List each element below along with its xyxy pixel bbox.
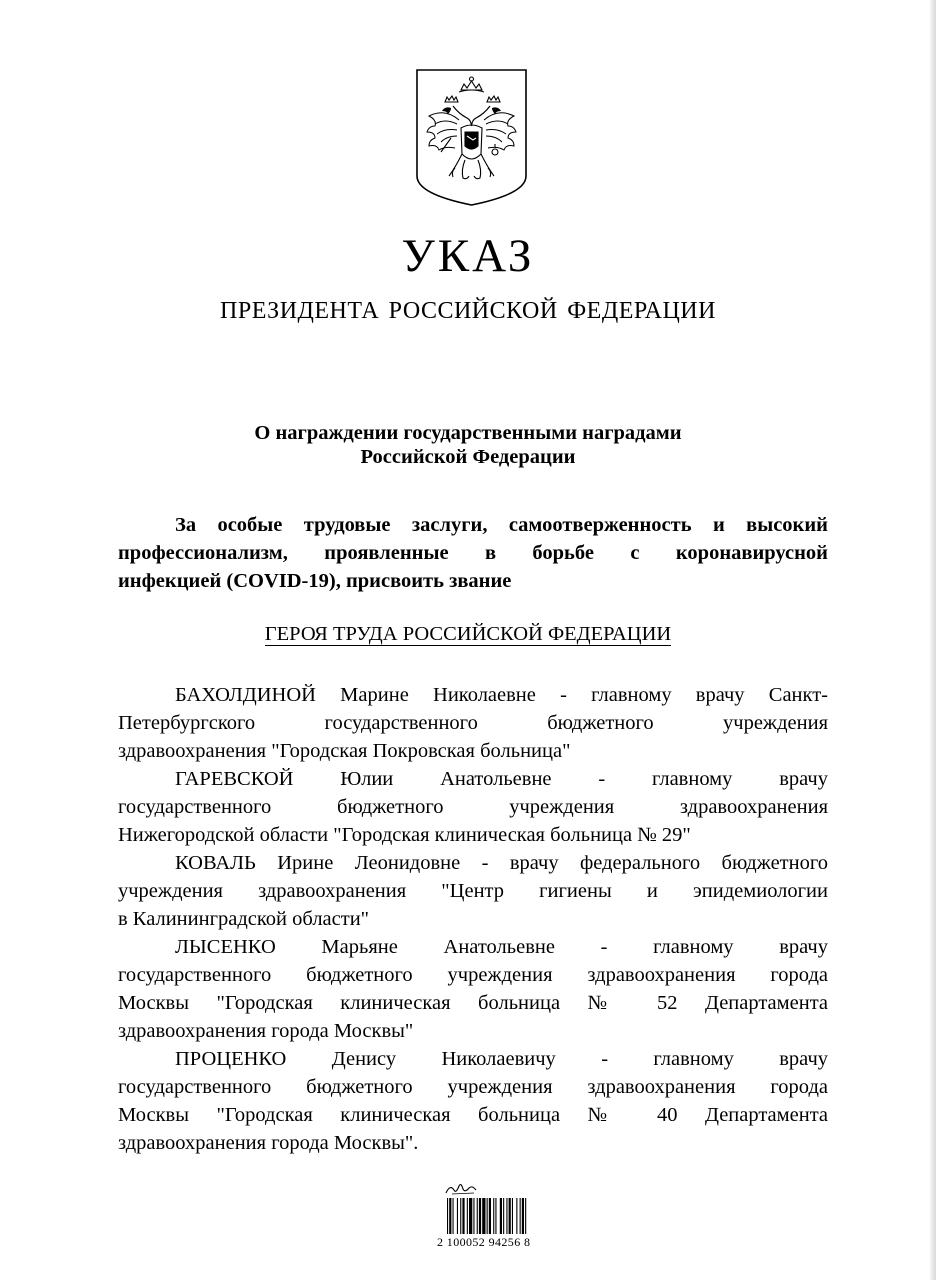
recipient-line: Нижегородской области "Городская клиническая больница № 29" — [118, 824, 691, 846]
recipient-entry — [118, 1045, 828, 1157]
intro-line: За особые трудовые заслуги, самоотверженность и высокий — [175, 514, 828, 536]
decree-heading — [0, 421, 936, 469]
barcode-bar — [457, 1198, 458, 1234]
award-title — [0, 620, 936, 648]
barcode-bar — [453, 1198, 454, 1234]
recipient-line: здравоохранения города Москвы". — [118, 1132, 419, 1154]
barcode-number: 2 100052 94256 8 — [437, 1235, 531, 1249]
recipient-line: КОВАЛЬ Ирине Леонидовне - врачу федерального бюджетного — [175, 852, 828, 874]
barcode-bar — [516, 1198, 517, 1234]
recipient-line: здравоохранения города Москвы" — [118, 1020, 414, 1042]
barcode-bar — [522, 1198, 524, 1234]
decree-intro — [118, 511, 828, 595]
award-title-text: ГЕРОЯ ТРУДА РОССИЙСКОЙ ФЕДЕРАЦИИ — [264, 623, 672, 645]
barcode-bar — [495, 1198, 496, 1234]
recipient-entry — [118, 849, 828, 933]
recipient-line: государственного бюджетного учреждения здравоохранения — [118, 796, 828, 818]
barcode-bar — [467, 1198, 468, 1234]
coat-of-arms-emblem — [415, 68, 528, 207]
decree-heading-line: Российской Федерации — [360, 446, 576, 468]
recipient-line: ГАРЕВСКОЙ Юлии Анатольевне - главному врачу — [175, 768, 828, 790]
barcode-bar — [503, 1198, 504, 1234]
barcode-bar — [473, 1198, 474, 1234]
barcode-bar — [520, 1198, 521, 1234]
barcode — [446, 1198, 562, 1234]
barcode-bar — [477, 1198, 478, 1234]
recipient-line: здравоохранения "Городская Покровская больница" — [118, 740, 571, 762]
recipient-line: государственного бюджетного учреждения здравоохранения города — [118, 1076, 828, 1098]
barcode-bar — [462, 1198, 464, 1234]
barcode-bar — [500, 1198, 502, 1234]
recipient-line: ЛЫСЕНКО Марьяне Анатольевне - главному врачу — [175, 936, 828, 958]
barcode-bar — [460, 1198, 461, 1234]
barcode-bar — [449, 1198, 451, 1234]
recipient-line: БАХОЛДИНОЙ Марине Николаевне - главному врачу Санкт- — [175, 684, 828, 706]
decree-heading-line: О награждении государственными наградами — [254, 422, 682, 444]
recipient-line: ПРОЦЕНКО Денису Николаевичу - главному врачу — [175, 1048, 828, 1070]
recipient-line: Москвы "Городская клиническая больница № 52 Департамента — [118, 992, 828, 1014]
barcode-bar — [525, 1198, 526, 1234]
intro-line: инфекцией (COVID-19), присвоить звание — [118, 570, 512, 592]
barcode-bar — [469, 1198, 472, 1234]
intro-line: профессионализм, проявленные в борьбе с коронавирусной — [118, 542, 828, 564]
decree-title: УКАЗ — [401, 230, 535, 282]
recipient-entry — [118, 765, 828, 849]
signature-mark — [444, 1180, 478, 1196]
recipients-list — [118, 681, 828, 1157]
decree-subtitle: ПРЕЗИДЕНТА РОССИЙСКОЙ ФЕДЕРАЦИИ — [220, 298, 716, 324]
barcode-bar — [479, 1198, 481, 1234]
recipient-line: учреждения здравоохранения "Центр гигиены и эпидемиологии — [118, 880, 828, 902]
barcode-bar — [482, 1198, 485, 1234]
barcode-bar — [493, 1198, 494, 1234]
recipient-line: Москвы "Городская клиническая больница № 40 Департамента — [118, 1104, 828, 1126]
barcode-bar — [489, 1198, 491, 1234]
barcode-bar — [487, 1198, 488, 1234]
barcode-bar — [506, 1198, 507, 1234]
barcode-bar — [447, 1198, 448, 1234]
barcode-bar — [512, 1198, 513, 1234]
barcode-bar — [509, 1198, 511, 1234]
recipient-entry — [118, 933, 828, 1045]
recipient-line: Петербургского государственного бюджетного учреждения — [118, 712, 828, 734]
recipient-line: государственного бюджетного учреждения здравоохранения города — [118, 964, 828, 986]
recipient-entry — [118, 681, 828, 765]
recipient-line: в Калининградской области" — [118, 908, 370, 930]
